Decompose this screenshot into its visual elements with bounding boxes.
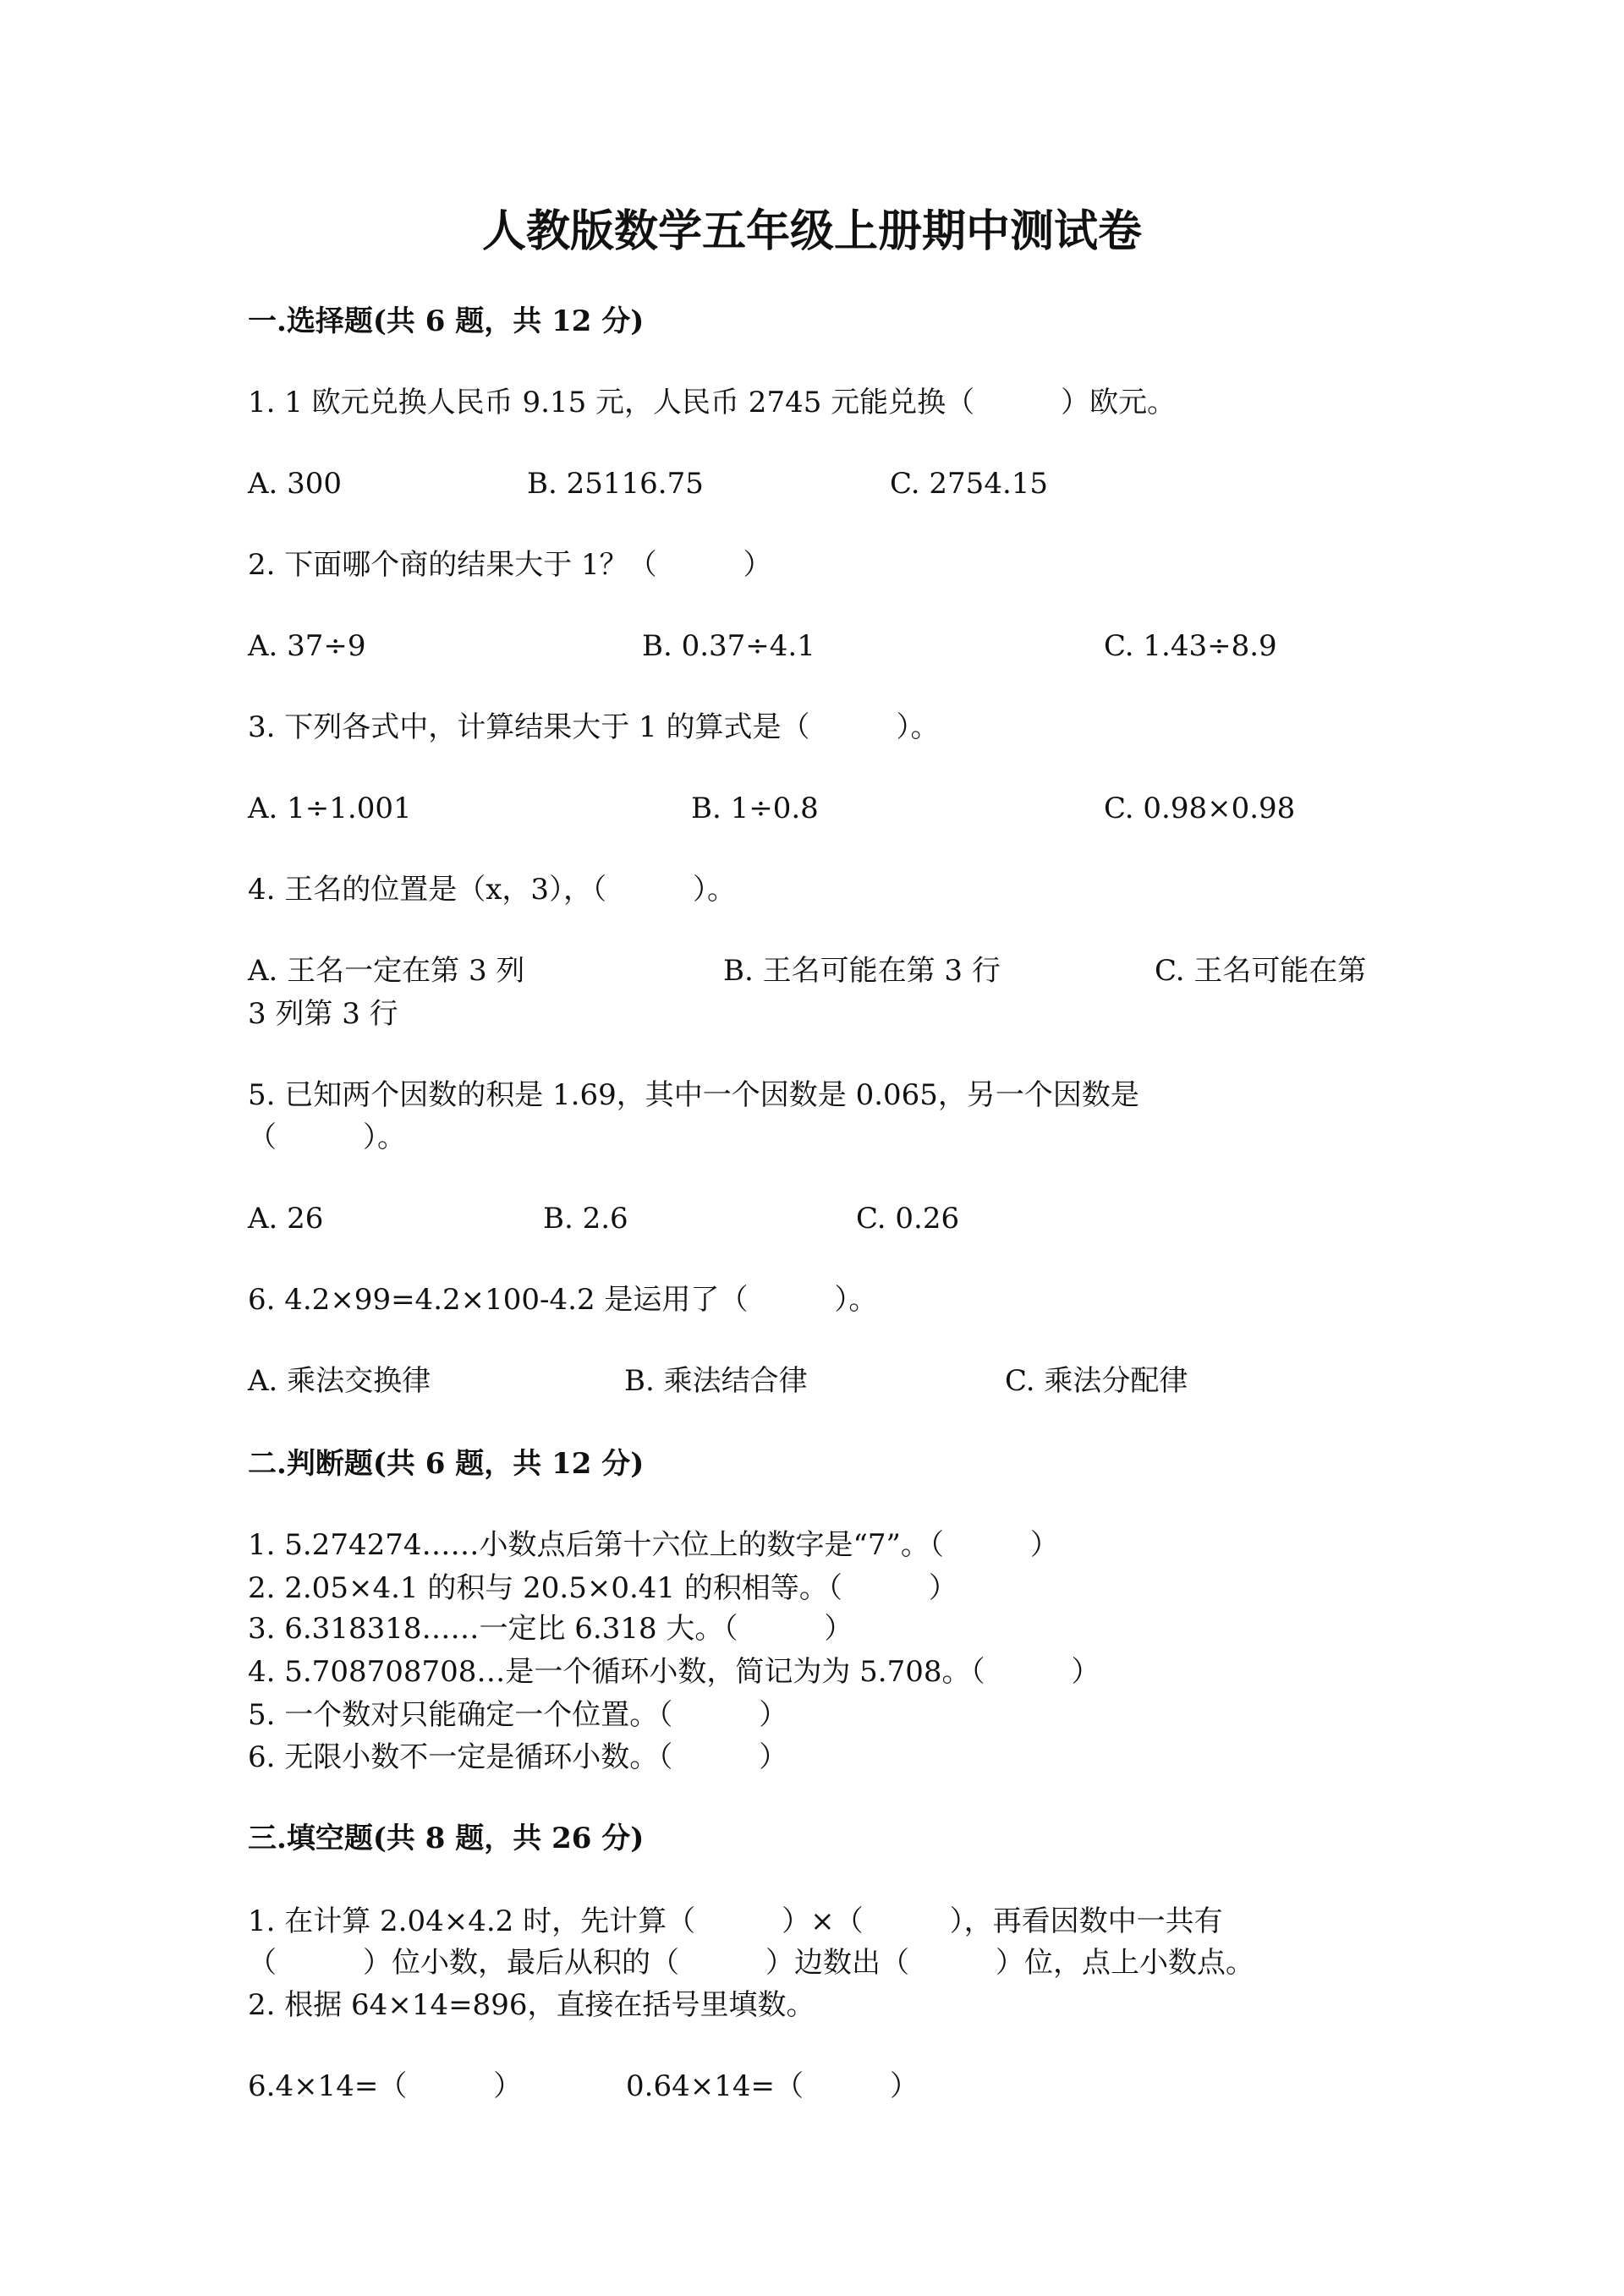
option-c: C. 0.26 bbox=[856, 1202, 960, 1236]
option-b: B. 王名可能在第 3 行 bbox=[723, 954, 1001, 988]
judgment-item: 2. 2.05×4.1 的积与 20.5×0.41 的积相等。（ ） bbox=[248, 1571, 957, 1605]
option-a: A. 300 bbox=[248, 467, 343, 501]
option-a: A. 1÷1.001 bbox=[248, 792, 412, 825]
option-b: B. 1÷0.8 bbox=[691, 792, 819, 825]
question-stem: 4. 王名的位置是（x，3），（ ）。 bbox=[248, 873, 737, 907]
section-heading-choice: 一.选择题(共 6 题，共 12 分) bbox=[248, 304, 645, 338]
fill-question-line: （ ）位小数，最后从积的（ ）边数出（ ）位，点上小数点。 bbox=[248, 1946, 1254, 1980]
option-b: B. 0.37÷4.1 bbox=[642, 629, 815, 663]
option-b: B. 乘法结合律 bbox=[624, 1364, 808, 1398]
option-c: C. 王名可能在第 bbox=[1155, 954, 1367, 988]
page-title: 人教版数学五年级上册期中测试卷 bbox=[481, 205, 1142, 257]
question-stem: 6. 4.2×99=4.2×100-4.2 是运用了（ ）。 bbox=[248, 1283, 878, 1317]
option-a: A. 26 bbox=[248, 1202, 324, 1236]
fill-subitem: 0.64×14=（ ） bbox=[626, 2069, 919, 2103]
judgment-item: 6. 无限小数不一定是循环小数。（ ） bbox=[248, 1740, 788, 1774]
judgment-item: 5. 一个数对只能确定一个位置。（ ） bbox=[248, 1698, 788, 1732]
judgment-item: 1. 5.274274……小数点后第十六位上的数字是“7”。（ ） bbox=[248, 1528, 1059, 1562]
question-stem: 1. 1 欧元兑换人民币 9.15 元，人民币 2745 元能兑换（ ）欧元。 bbox=[248, 386, 1177, 419]
option-b: B. 2.6 bbox=[543, 1202, 628, 1236]
question-stem: 2. 下面哪个商的结果大于 1？（ ） bbox=[248, 548, 772, 582]
option-b: B. 25116.75 bbox=[527, 467, 704, 501]
question-stem-continuation: （ ）。 bbox=[248, 1121, 406, 1154]
option-c-continuation: 3 列第 3 行 bbox=[248, 997, 398, 1031]
fill-subitem: 6.4×14=（ ） bbox=[248, 2069, 523, 2103]
option-a: A. 37÷9 bbox=[248, 629, 366, 663]
fill-question-line: 2. 根据 64×14=896，直接在括号里填数。 bbox=[248, 1988, 815, 2022]
option-a: A. 王名一定在第 3 列 bbox=[248, 954, 525, 988]
section-heading-judgment: 二.判断题(共 6 题，共 12 分) bbox=[248, 1447, 645, 1481]
option-a: A. 乘法交换律 bbox=[248, 1364, 431, 1398]
option-c: C. 乘法分配律 bbox=[1005, 1364, 1188, 1398]
option-c: C. 2754.15 bbox=[890, 467, 1049, 501]
section-heading-fill-blank: 三.填空题(共 8 题，共 26 分) bbox=[248, 1822, 645, 1855]
judgment-item: 4. 5.708708708…是一个循环小数，简记为为 5.708。（ ） bbox=[248, 1655, 1100, 1689]
question-stem: 5. 已知两个因数的积是 1.69，其中一个因数是 0.065，另一个因数是 bbox=[248, 1078, 1139, 1112]
option-c: C. 0.98×0.98 bbox=[1104, 792, 1296, 825]
option-c: C. 1.43÷8.9 bbox=[1104, 629, 1277, 663]
judgment-item: 3. 6.318318……一定比 6.318 大。（ ） bbox=[248, 1612, 853, 1646]
fill-question-line: 1. 在计算 2.04×4.2 时，先计算（ ）×（ ），再看因数中一共有 bbox=[248, 1904, 1223, 1938]
question-stem: 3. 下列各式中，计算结果大于 1 的算式是（ ）。 bbox=[248, 710, 940, 744]
